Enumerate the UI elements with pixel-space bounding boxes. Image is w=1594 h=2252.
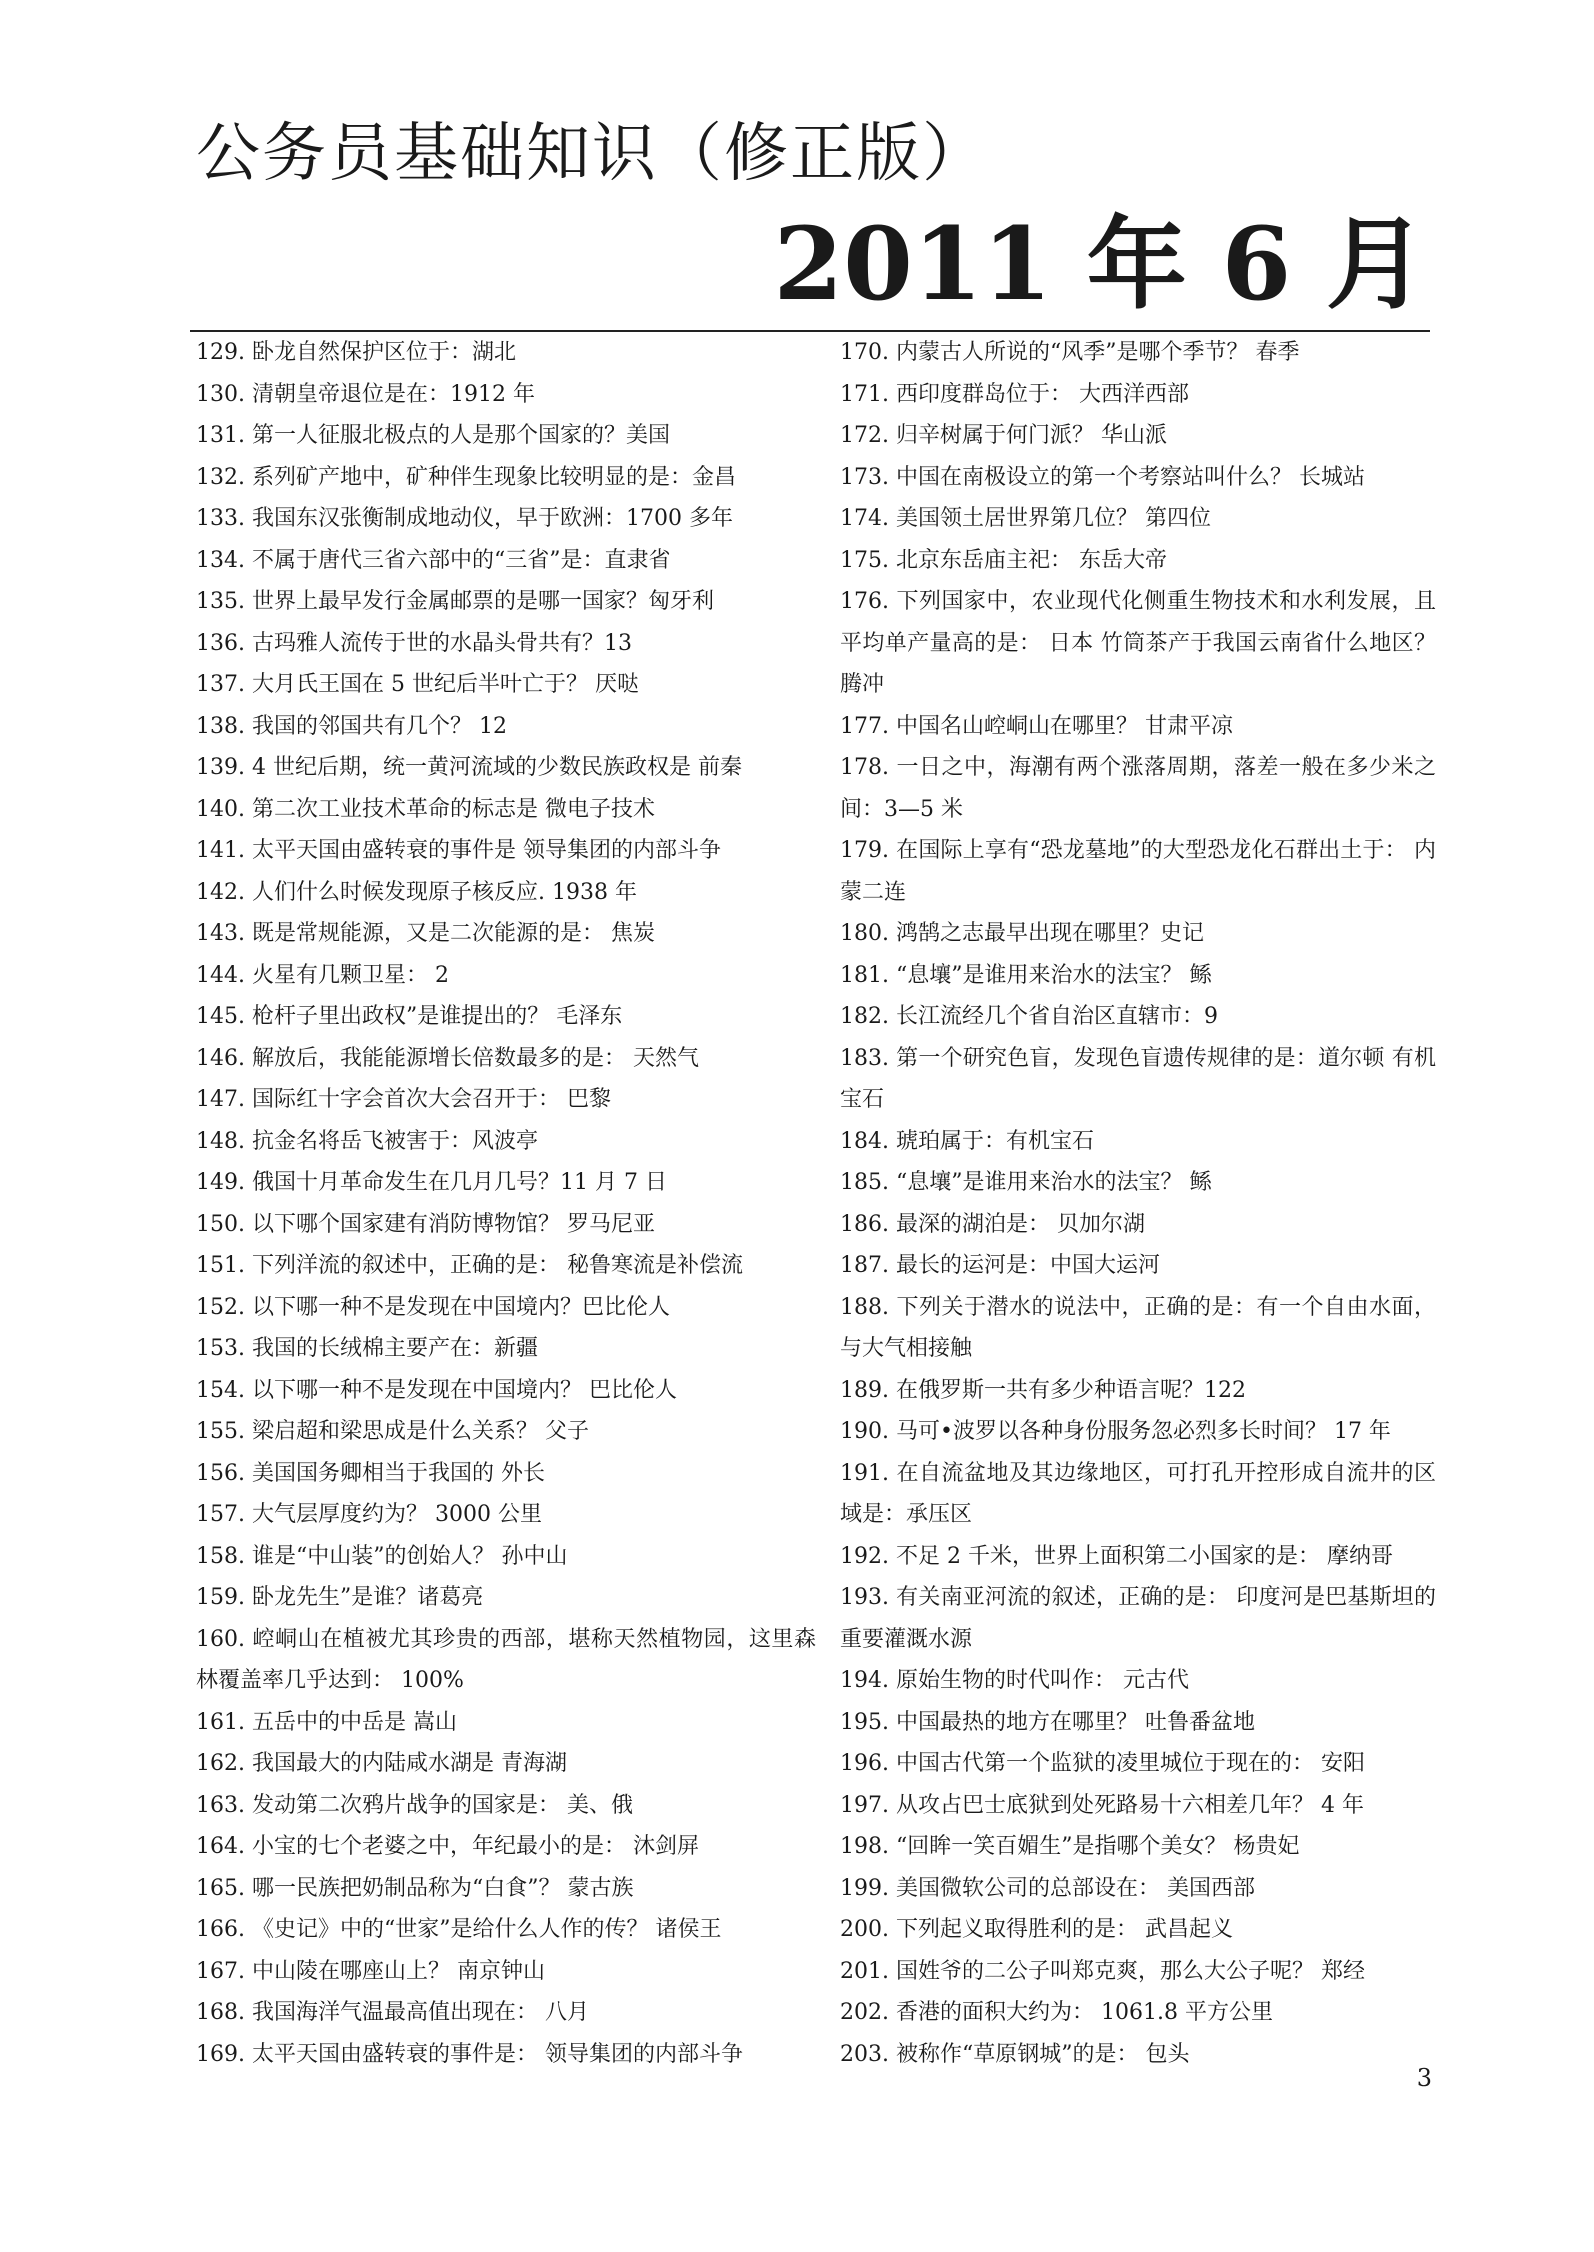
question-item: 180. 鸿鹄之志最早出现在哪里？史记 bbox=[840, 921, 1204, 946]
document-title: 公务员基础知识（修正版） bbox=[196, 117, 988, 191]
question-item: 182. 长江流经几个省自治区直辖市：9 bbox=[840, 1004, 1218, 1029]
question-item: 158. 谁是“中山装”的创始人？ 孙中山 bbox=[196, 1543, 568, 1569]
question-item: 131. 第一人征服北极点的人是那个国家的？美国 bbox=[196, 423, 670, 448]
question-item: 192. 不足 2 千米，世界上面积第二小国家的是： 摩纳哥 bbox=[840, 1543, 1393, 1569]
question-item: 150. 以下哪个国家建有消防博物馆？ 罗马尼亚 bbox=[196, 1211, 655, 1237]
document-date: 2011 年 6 月 bbox=[773, 205, 1426, 323]
question-item: 172. 归辛树属于何门派？ 华山派 bbox=[840, 423, 1167, 448]
question-item: 159. 卧龙先生”是谁？诸葛亮 bbox=[196, 1585, 484, 1610]
question-item: 186. 最深的湖泊是： 贝加尔湖 bbox=[840, 1211, 1145, 1237]
question-item: 194. 原始生物的时代叫作： 元古代 bbox=[840, 1668, 1189, 1693]
question-item: 129. 卧龙自然保护区位于：湖北 bbox=[196, 340, 516, 365]
question-item: 195. 中国最热的地方在哪里？ 吐鲁番盆地 bbox=[840, 1709, 1255, 1735]
question-item: 132. 系列矿产地中，矿种伴生现象比较明显的是：金昌 bbox=[196, 464, 736, 490]
question-item: 155. 梁启超和梁思成是什么关系？ 父子 bbox=[196, 1419, 589, 1444]
question-item: 163. 发动第二次鸦片战争的国家是： 美、俄 bbox=[196, 1792, 633, 1818]
question-item: 164. 小宝的七个老婆之中，年纪最小的是： 沐剑屏 bbox=[196, 1834, 699, 1859]
question-item: 179. 在国际上享有“恐龙墓地”的大型恐龙化石群出土于： 内蒙二连 bbox=[840, 838, 1436, 905]
question-item: 203. 被称作“草原钢城”的是： 包头 bbox=[840, 2041, 1190, 2067]
question-item: 175. 北京东岳庙主祀： 东岳大帝 bbox=[840, 547, 1167, 573]
question-item: 147. 国际红十字会首次大会召开于： 巴黎 bbox=[196, 1087, 611, 1112]
question-item: 196. 中国古代第一个监狱的凌里城位于现在的： 安阳 bbox=[840, 1751, 1365, 1776]
question-item: 153. 我国的长绒棉主要产在：新疆 bbox=[196, 1336, 538, 1361]
question-item: 167. 中山陵在哪座山上？ 南京钟山 bbox=[196, 1958, 545, 1984]
question-item: 191. 在自流盆地及其边缘地区，可打孔开控形成自流井的区域是：承压区 bbox=[840, 1460, 1436, 1527]
question-item: 201. 国姓爷的二公子叫郑克爽，那么大公子呢？ 郑经 bbox=[840, 1958, 1365, 1984]
question-item: 185. “息壤”是谁用来治水的法宝？ 鲧 bbox=[840, 1170, 1212, 1195]
question-item: 137. 大月氏王国在 5 世纪后半叶亡于？ 厌哒 bbox=[196, 672, 639, 697]
question-item: 145. 枪杆子里出政权”是谁提出的？ 毛泽东 bbox=[196, 1004, 623, 1029]
question-item: 162. 我国最大的内陆咸水湖是 青海湖 bbox=[196, 1751, 567, 1776]
question-item: 169. 太平天国由盛转衰的事件是： 领导集团的内部斗争 bbox=[196, 2041, 743, 2067]
question-item: 202. 香港的面积大约为： 1061.8 平方公里 bbox=[840, 2000, 1273, 2025]
question-item: 176. 下列国家中，农业现代化侧重生物技术和水利发展，且平均单产量高的是： 日本 竹筒茶产于我国云南省什么地区？ 腾冲 bbox=[840, 589, 1436, 697]
question-item: 135. 世界上最早发行金属邮票的是哪一国家？匈牙利 bbox=[196, 589, 714, 614]
question-item: 152. 以下哪一种不是发现在中国境内？巴比伦人 bbox=[196, 1294, 670, 1320]
question-item: 149. 俄国十月革命发生在几月几号？11 月 7 日 bbox=[196, 1170, 667, 1195]
question-item: 178. 一日之中，海潮有两个涨落周期，落差一般在多少米之间：3—5 米 bbox=[840, 755, 1436, 822]
question-item: 156. 美国国务卿相当于我国的 外长 bbox=[196, 1460, 545, 1486]
question-item: 154. 以下哪一种不是发现在中国境内？ 巴比伦人 bbox=[196, 1377, 677, 1403]
question-item: 161. 五岳中的中岳是 嵩山 bbox=[196, 1709, 457, 1735]
question-item: 170. 内蒙古人所说的“风季”是哪个季节？ 春季 bbox=[840, 340, 1300, 365]
question-item: 134. 不属于唐代三省六部中的“三省”是：直隶省 bbox=[196, 547, 671, 573]
question-item: 171. 西印度群岛位于： 大西洋西部 bbox=[840, 381, 1189, 407]
question-item: 188. 下列关于潜水的说法中，正确的是：有一个自由水面，与大气相接触 bbox=[840, 1294, 1436, 1361]
question-item: 197. 从攻占巴士底狱到处死路易十六相差几年？ 4 年 bbox=[840, 1792, 1364, 1818]
question-item: 146. 解放后，我能能源增长倍数最多的是： 天然气 bbox=[196, 1045, 699, 1071]
question-item: 189. 在俄罗斯一共有多少种语言呢？122 bbox=[840, 1377, 1246, 1403]
question-item: 165. 哪一民族把奶制品称为“白食”？ 蒙古族 bbox=[196, 1875, 634, 1901]
question-item: 183. 第一个研究色盲，发现色盲遗传规律的是：道尔顿 有机宝石 bbox=[840, 1045, 1436, 1112]
question-item: 151. 下列洋流的叙述中，正确的是： 秘鲁寒流是补偿流 bbox=[196, 1253, 743, 1278]
question-item: 141. 太平天国由盛转衰的事件是 领导集团的内部斗争 bbox=[196, 838, 721, 863]
question-item: 133. 我国东汉张衡制成地动仪，早于欧洲：1700 多年 bbox=[196, 506, 733, 531]
question-item: 181. “息壤”是谁用来治水的法宝？ 鲧 bbox=[840, 962, 1212, 988]
right-column bbox=[840, 332, 1436, 2075]
question-item: 144. 火星有几颗卫星： 2 bbox=[196, 962, 449, 988]
page-number: 3 bbox=[1416, 2064, 1432, 2092]
question-item: 193. 有关南亚河流的叙述，正确的是： 印度河是巴基斯坦的重要灌溉水源 bbox=[840, 1585, 1436, 1652]
question-item: 174. 美国领土居世界第几位？ 第四位 bbox=[840, 506, 1211, 531]
question-item: 168. 我国海洋气温最高值出现在： 八月 bbox=[196, 2000, 589, 2025]
question-item: 143. 既是常规能源，又是二次能源的是： 焦炭 bbox=[196, 921, 655, 946]
question-item: 187. 最长的运河是：中国大运河 bbox=[840, 1253, 1160, 1278]
question-item: 199. 美国微软公司的总部设在： 美国西部 bbox=[840, 1875, 1255, 1901]
question-item: 190. 马可•波罗以各种身份服务忽必烈多长时间？ 17 年 bbox=[840, 1419, 1391, 1444]
question-item: 139. 4 世纪后期，统一黄河流域的少数民族政权是 前秦 bbox=[196, 755, 742, 780]
question-item: 166. 《史记》中的“世家”是给什么人作的传？ 诸侯王 bbox=[196, 1917, 722, 1942]
question-item: 157. 大气层厚度约为？ 3000 公里 bbox=[196, 1502, 542, 1527]
question-item: 184. 琥珀属于：有机宝石 bbox=[840, 1128, 1094, 1154]
question-item: 140. 第二次工业技术革命的标志是 微电子技术 bbox=[196, 796, 655, 822]
question-item: 138. 我国的邻国共有几个？ 12 bbox=[196, 713, 507, 739]
question-item: 200. 下列起义取得胜利的是： 武昌起义 bbox=[840, 1917, 1233, 1942]
question-item: 160. 崆峒山在植被尤其珍贵的西部，堪称天然植物园，这里森林覆盖率几乎达到： 100% bbox=[196, 1626, 816, 1693]
question-item: 148. 抗金名将岳飞被害于：风波亭 bbox=[196, 1128, 538, 1154]
question-item: 142. 人们什么时候发现原子核反应. 1938 年 bbox=[196, 879, 637, 905]
question-item: 173. 中国在南极设立的第一个考察站叫什么？ 长城站 bbox=[840, 464, 1365, 490]
question-item: 136. 古玛雅人流传于世的水晶头骨共有？13 bbox=[196, 630, 632, 656]
question-item: 198. “回眸一笑百媚生”是指哪个美女？ 杨贵妃 bbox=[840, 1834, 1300, 1859]
question-item: 177. 中国名山崆峒山在哪里？ 甘肃平凉 bbox=[840, 713, 1233, 739]
question-item: 130. 清朝皇帝退位是在：1912 年 bbox=[196, 381, 535, 407]
left-column bbox=[196, 332, 816, 2075]
